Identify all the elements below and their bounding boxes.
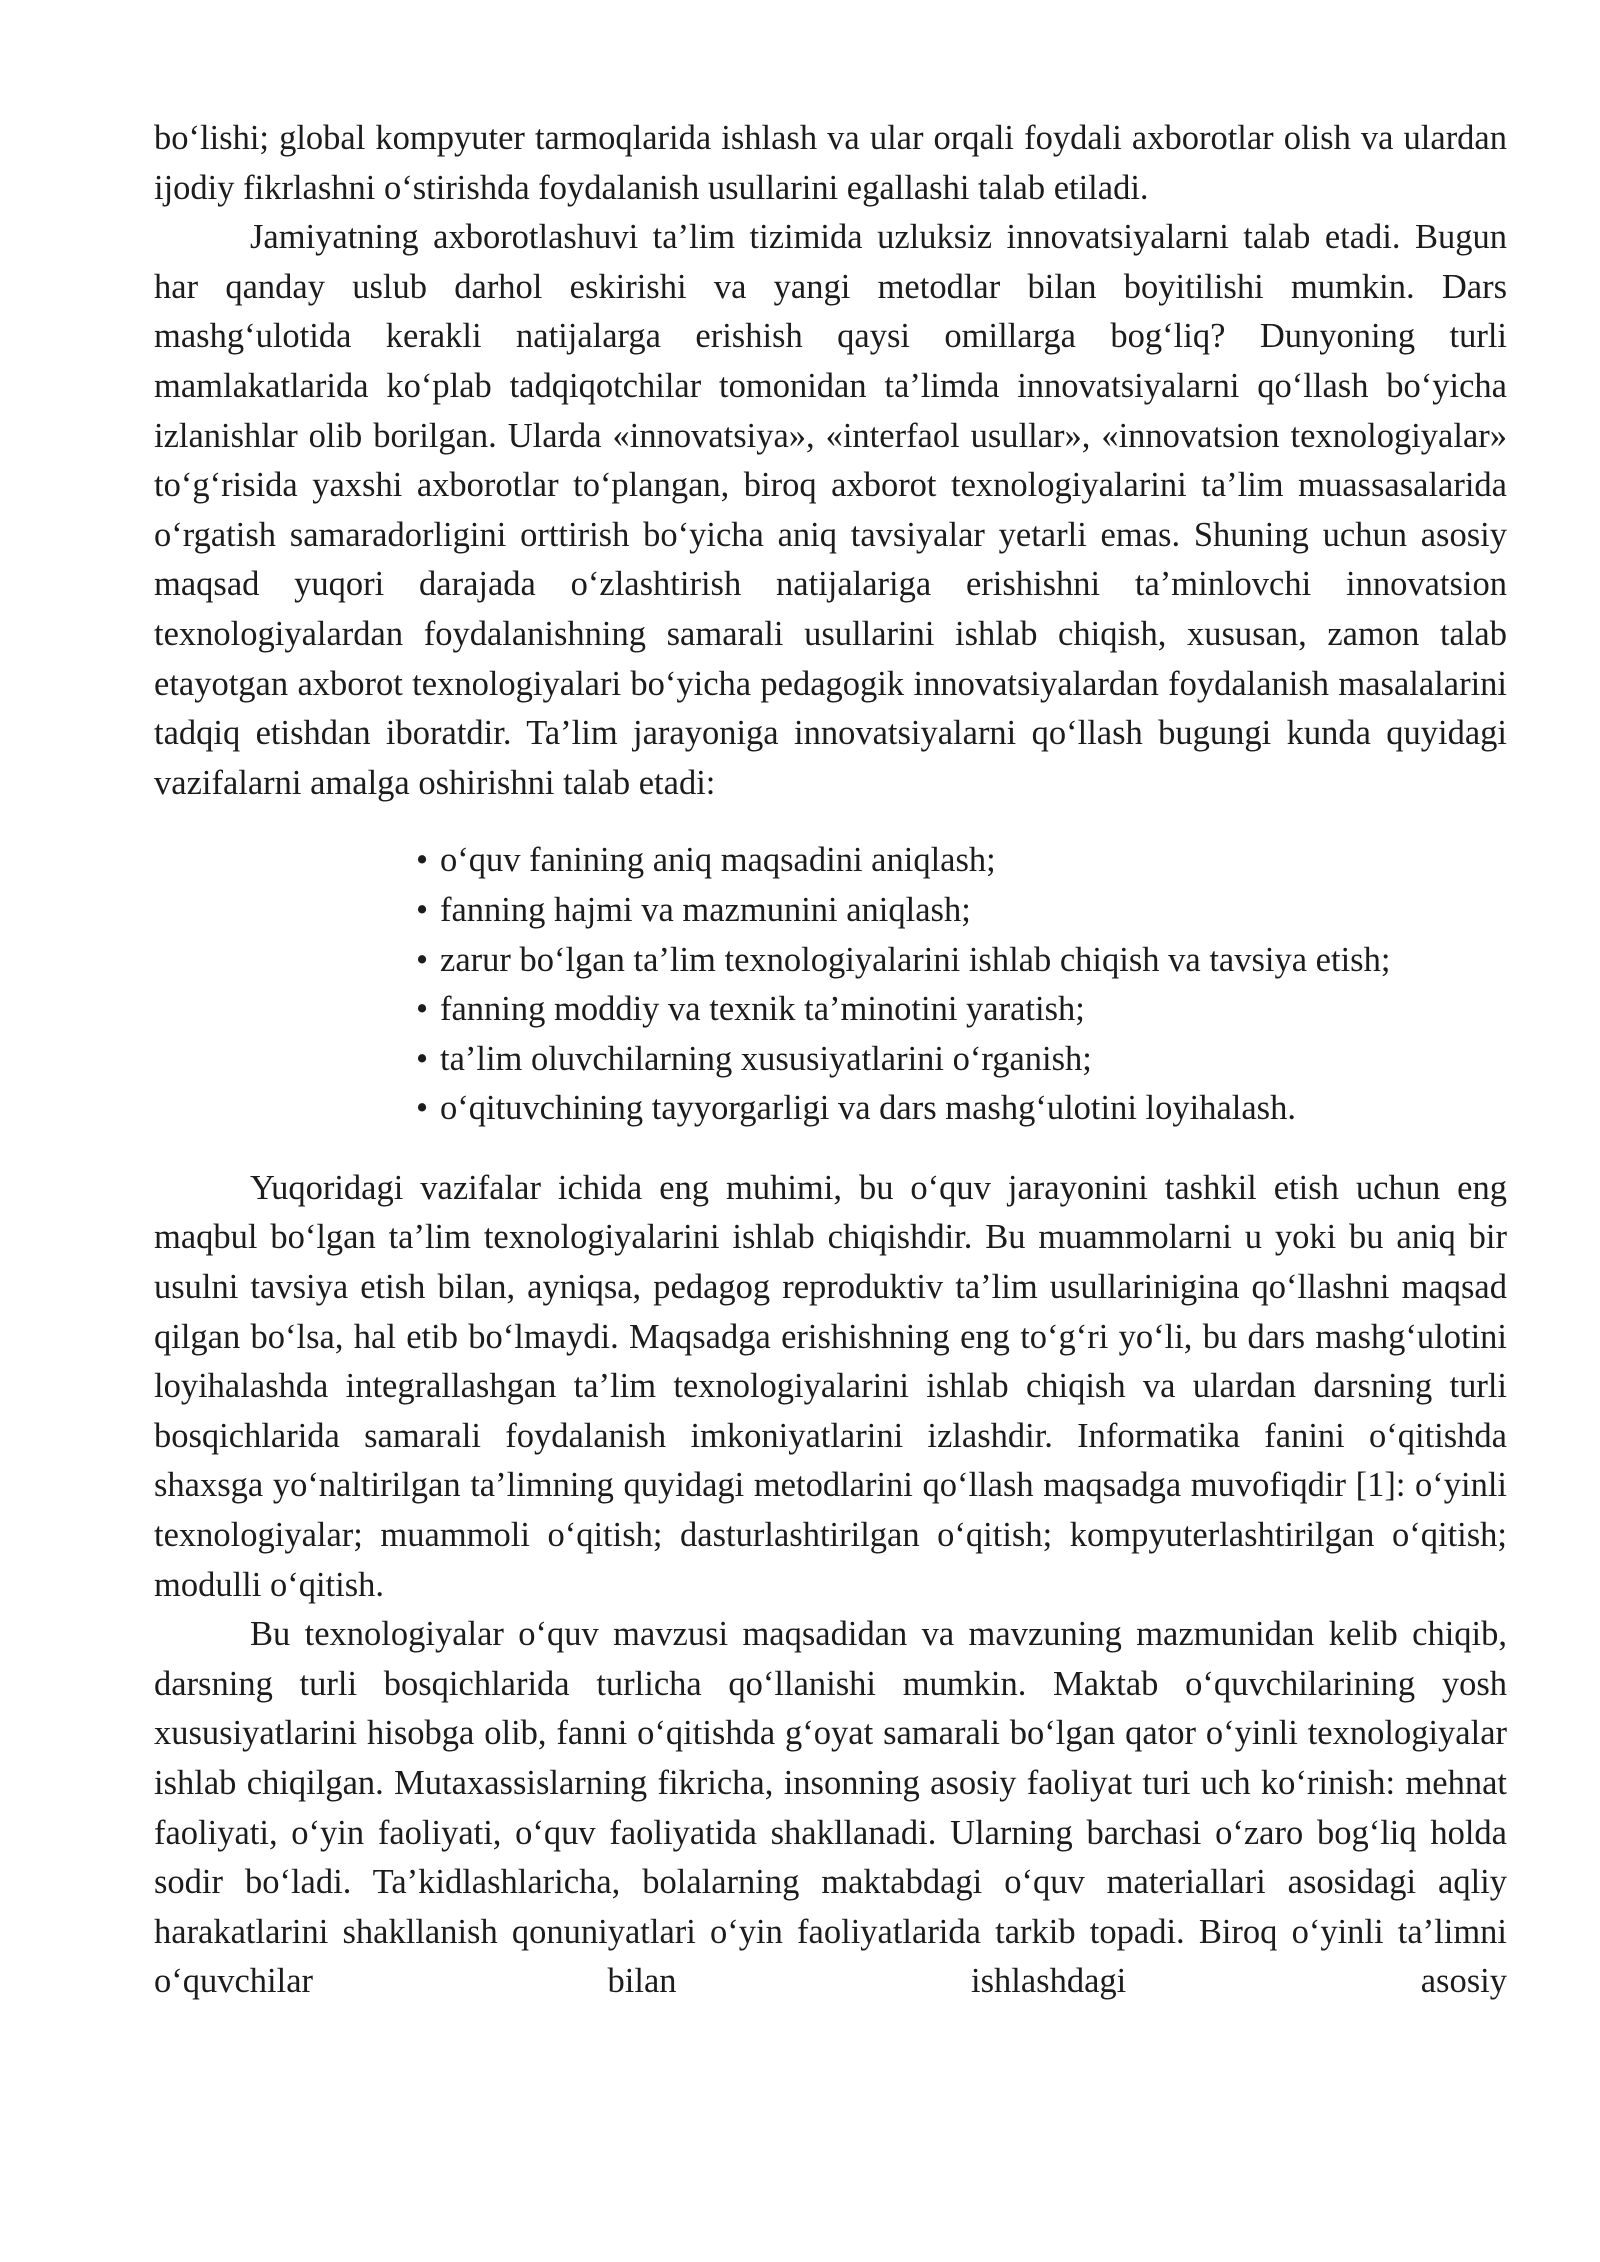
paragraph-continuation: bo‘lishi; global kompyuter tarmoqlarida ishlash va ular orqali foydali axborotlar olish va ulardan ijodiy fikrlashni o‘stirishda foydalanish usullarini egallashi talab etiladi. [154, 119, 1507, 207]
bullet-text: fanning moddiy va texnik ta’minotini yaratish; [440, 990, 1085, 1029]
bullet-text: o‘qituvchining tayyorgarligi va dars mashg‘ulotini loyihalash. [440, 1089, 1296, 1128]
bullet-icon: • [416, 841, 429, 880]
bullet-text: zarur bo‘lgan ta’lim texnologiyalarini ishlab chiqish va tavsiya etish; [440, 940, 1391, 979]
bullet-icon: • [416, 990, 429, 1029]
tasks-bullet-list [154, 836, 1507, 1134]
bullet-item-4 [416, 985, 1507, 1035]
bullet-item-5 [416, 1035, 1507, 1085]
bullet-text: ta’lim oluvchilarning xususiyatlarini o‘rganish; [440, 1039, 1092, 1078]
bullet-item-2 [416, 886, 1507, 936]
bullet-item-1 [416, 836, 1507, 886]
document-page [154, 114, 1507, 2007]
bullet-icon: • [416, 890, 429, 929]
bullet-text: o‘quv fanining aniq maqsadini aniqlash; [440, 841, 996, 880]
paragraph-tasks-analysis: Yuqoridagi vazifalar ichida eng muhimi, bu o‘quv jarayonini tashkil etish uchun eng maqbul bo‘lgan ta’lim texnologiyalarini ishlab chiqishdir. Bu muammolarni u yoki bu aniq bir usulni tavsiya etish bilan, ayniqsa, pedagog reproduktiv ta’lim usullarinigina qo‘llashni maqsad qilgan bo‘lsa, hal etib bo‘lmaydi. Maqsadga erishishning eng to‘g‘ri yo‘li, bu dars mashg‘ulotini loyihalashda integrallashgan ta’lim texnologiyalarini ishlab chiqish va ulardan darsning turli bosqichlarida samarali foydalanish imkoniyatlarini izlashdir. Informatika fanini o‘qitishda shaxsga yo‘naltirilgan ta’limning quyidagi metodlarini qo‘llash maqsadga muvofiqdir [1]: o‘yinli texnologiyalar; muammoli o‘qitish; dasturlashtirilgan o‘qitish; kompyuterlashtirilgan o‘qitish; modulli o‘qitish. [154, 1168, 1507, 1604]
bullet-icon: • [416, 1039, 429, 1078]
bullet-item-6 [416, 1084, 1507, 1134]
bullet-icon: • [416, 1089, 429, 1128]
bullet-item-3 [416, 936, 1507, 986]
paragraph-innovations: Jamiyatning axborotlashuvi ta’lim tizimida uzluksiz innovatsiyalarni talab etadi. Bugun har qanday uslub darhol eskirishi va yangi metodlar bilan boyitilishi mumkin. Dars mashg‘ulotida kerakli natijalarga erishish qaysi omillarga bog‘liq? Dunyoning turli mamlakatlarida ko‘plab tadqiqotchilar tomonidan ta’limda innovatsiyalarni qo‘llash bo‘yicha izlanishlar olib borilgan. Ularda «innovatsiya», «interfaol usullar», «innovatsion texnologiyalar» to‘g‘risida yaxshi axborotlar to‘plangan, biroq axborot texnologiyalarini ta’lim muassasalarida o‘rgatish samaradorligini orttirish bo‘yicha aniq tavsiyalar yetarli emas. Shuning uchun asosiy maqsad yuqori darajada o‘zlashtirish natijalariga erishishni ta’minlovchi innovatsion texnologiyalardan foydalanishning samarali usullarini ishlab chiqish, xususan, zamon talab etayotgan axborot texnologiyalari bo‘yicha pedagogik innovatsiyalardan foydalanish masalalarini tadqiq etishdan iboratdir. Ta’lim jarayoniga innovatsiyalarni qo‘llash bugungi kunda quyidagi vazifalarni amalga oshirishni talab etadi: [154, 218, 1507, 802]
bullet-text: fanning hajmi va mazmunini aniqlash; [440, 890, 971, 929]
bullet-icon: • [416, 940, 429, 979]
paragraph-game-technologies: Bu texnologiyalar o‘quv mavzusi maqsadidan va mavzuning mazmunidan kelib chiqib, darsning turli bosqichlarida turlicha qo‘llanishi mumkin. Maktab o‘quvchilarining yosh xususiyatlarini hisobga olib, fanni o‘qitishda g‘oyat samarali bo‘lgan qator o‘yinli texnologiyalar ishlab chiqilgan. Mutaxassislarning fikricha, insonning asosiy faoliyat turi uch ko‘rinish: mehnat faoliyati, o‘yin faoliyati, o‘quv faoliyatida shakllanadi. Ularning barchasi o‘zaro bog‘liq holda sodir bo‘ladi. Ta’kidlashlaricha, bolalarning maktabdagi o‘quv materiallari asosidagi aqliy harakatlarini shakllanish qonuniyatlari o‘yin faoliyatlarida tarkib topadi. Biroq o‘yinli ta’limni o‘quvchilar bilan ishlashdagi asosiy [154, 1615, 1507, 2001]
